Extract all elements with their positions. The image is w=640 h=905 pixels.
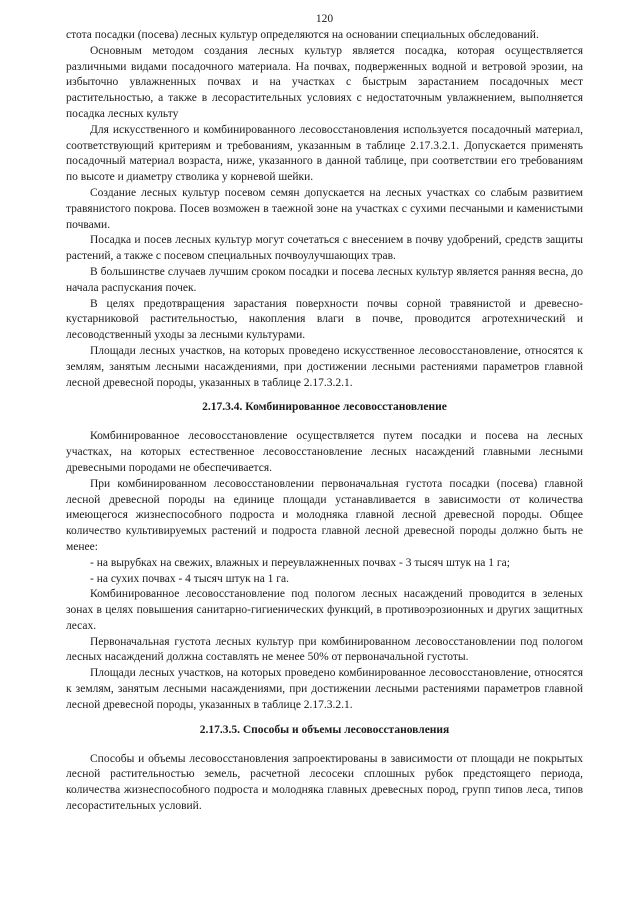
paragraph: Способы и объемы лесовосстановления запроектированы в зависимости от площади не покрытых лесной растительностью земель, расчетной лесосеки сплошных рубок предстоящего периода, количества жизнеспособного подроста и молодняка главных древесных пород, групп типов леса, типов лесорастительных условий. (66, 752, 583, 813)
paragraph: Для искусственного и комбинированного лесовосстановления используется посадочный материал, соответствующий критериям и требованиям, указанным в таблице 2.17.3.2.1. Допускается применять посадочный материал возраста, ниже, указанного в данной таблице, при соответствии его требованиям по высоте и диаметру стволика у корневой шейки. (66, 123, 583, 184)
paragraph: В целях предотвращения зарастания поверхности почвы сорной травянистой и древесно-кустарниковой растительностью, накопления влаги в почве, проводится агротехнический и лесоводственный уходы за лесными культурами. (66, 297, 583, 342)
paragraph: Комбинированное лесовосстановление под пологом лесных насаждений проводится в зеленых зонах в целях повышения санитарно-гигиенических функций, в противоэрозионных и других защитных лесах. (66, 588, 583, 632)
paragraph: Площади лесных участков, на которых проведено искусственное лесовосстановление, относятся к землям, занятым лесными насаждениями, при достижении лесными растениями параметров главной лесной древесной породы, указанных в таблице 2.17.3.2.1. (66, 344, 583, 389)
paragraph: При комбинированном лесовосстановлении первоначальная густота посадки (посева) главной лесной древесной породы на единице площади устанавливается в зависимости от количества имеющегося жизнеспособного подроста и молодняка главной лесной древесной породы. Общее количество культивируемых растений и подроста главной лесной древесной породы должно быть не менее: (66, 477, 583, 553)
list-item: - на сухих почвах - 4 тысяч штук на 1 га. (90, 572, 289, 585)
paragraph: стота посадки (посева) лесных культур определяются на основании специальных обследований. (66, 29, 539, 41)
paragraph: Создание лесных культур посевом семян допускается на лесных участках со слабым развитием травянистого покрова. Посев возможен в таежной зоне на участках с сухими песчаными и каменистыми почвами. (66, 186, 583, 231)
page-number: 120 (315, 13, 334, 25)
paragraph: Основным методом создания лесных культур является посадка, которая осуществляется различными видами посадочного материала. На почвах, подверженных водной и ветровой эрозии, на избыточно увлажненных почвах и на участках с быстрым зарастанием посадочных мест растительностью, а также в лесорастительных условиях с недостаточным увлажнением, выполняется посадка лесных культу (66, 44, 583, 120)
section-heading: 2.17.3.5. Способы и объемы лесовосстановления (199, 723, 450, 736)
paragraph: В большинстве случаев лучшим сроком посадки и посева лесных культур является ранняя весна, до начала распускания почек. (66, 265, 583, 294)
paragraph: Первоначальная густота лесных культур при комбинированном лесовосстановлении под пологом лесных насаждений должна составлять не менее 50% от первоначальной густоты. (66, 635, 583, 664)
paragraph: Комбинированное лесовосстановление осуществляется путем посадки и посева на лесных участках, на которых естественное лесовосстановление лесных насаждений главными лесными древесными породами не обеспечивается. (66, 430, 583, 474)
section-heading: 2.17.3.4. Комбинированное лесовосстановление (202, 401, 447, 414)
paragraph: Площади лесных участков, на которых проведено комбинированное лесовосстановление, относятся к землям, занятым лесными насаждениями, при достижении лесными растениями параметров главной лесной древесной породы, указанных в таблице 2.17.3.2.1. (66, 667, 583, 711)
paragraph: Посадка и посев лесных культур могут сочетаться с внесением в почву удобрений, средств защиты растений, а также с посевом специальных почвоулучшающих трав. (66, 234, 583, 263)
list-item: - на вырубках на свежих, влажных и переувлажненных почвах - 3 тысяч штук на 1 га; (90, 556, 510, 569)
